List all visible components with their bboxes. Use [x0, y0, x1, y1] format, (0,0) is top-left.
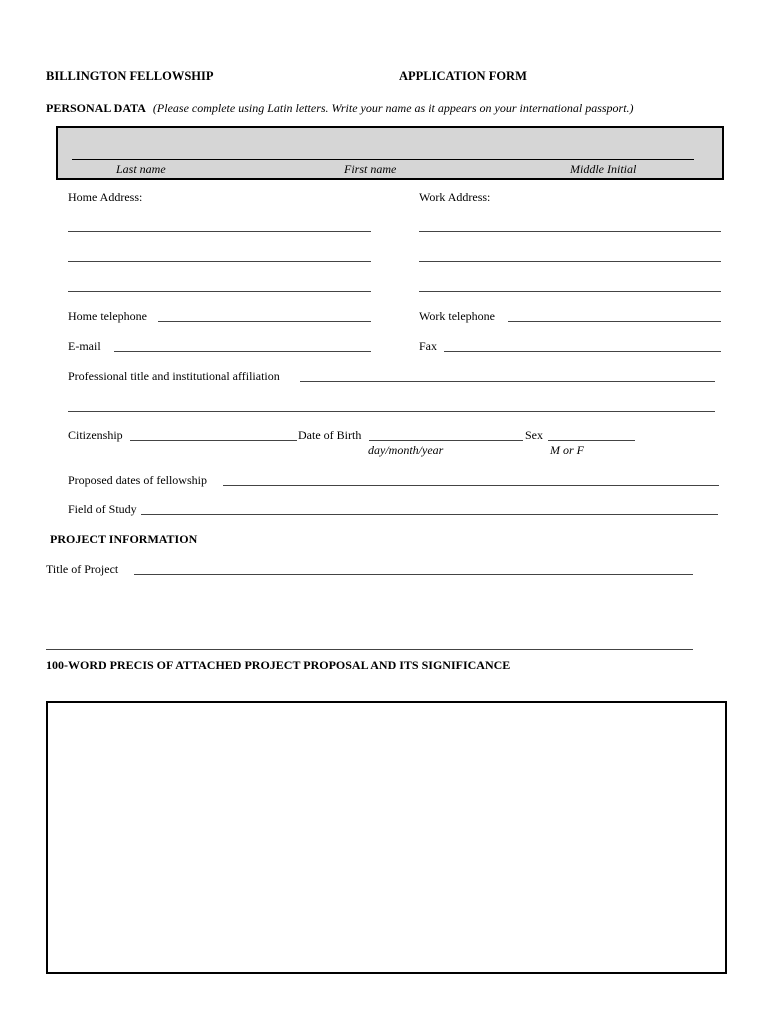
home-address-line-1[interactable] [68, 231, 371, 232]
citizenship-field[interactable] [130, 440, 297, 441]
dob-format-hint: day/month/year [368, 443, 444, 457]
proposed-dates-label: Proposed dates of fellowship [68, 473, 207, 487]
work-address-line-2[interactable] [419, 261, 721, 262]
project-title-label: Title of Project [46, 562, 119, 576]
first-name-label: First name [344, 162, 397, 176]
work-telephone-label: Work telephone [419, 309, 496, 323]
home-address-label: Home Address: [68, 190, 143, 204]
sex-format-hint: M or F [550, 443, 584, 457]
precis-heading: 100-WORD PRECIS OF ATTACHED PROJECT PROPOSAL AND ITS SIGNIFICANCE [46, 658, 511, 672]
personal-data-heading: PERSONAL DATA [46, 101, 146, 115]
middle-initial-label: Middle Initial [570, 162, 637, 176]
project-title-field-line-2[interactable] [46, 649, 693, 650]
affiliation-field-line-2[interactable] [68, 411, 715, 412]
home-address-line-3[interactable] [68, 291, 371, 292]
personal-data-header [46, 101, 634, 116]
sex-label: Sex [525, 428, 543, 442]
work-telephone-field[interactable] [508, 321, 721, 322]
fellowship-title: BILLINGTON FELLOWSHIP [46, 69, 214, 83]
home-address-line-2[interactable] [68, 261, 371, 262]
affiliation-field[interactable] [300, 381, 715, 382]
precis-textarea[interactable] [46, 701, 727, 974]
field-of-study-label: Field of Study [68, 502, 137, 516]
home-telephone-label: Home telephone [68, 309, 147, 323]
work-address-line-1[interactable] [419, 231, 721, 232]
fax-label: Fax [419, 339, 437, 353]
affiliation-label: Professional title and institutional affiliation [68, 369, 280, 383]
email-field[interactable] [114, 351, 371, 352]
sex-field[interactable] [548, 440, 635, 441]
work-address-label: Work Address: [419, 190, 491, 204]
personal-data-instruction: (Please complete using Latin letters. Write your name as it appears on your international passport.) [152, 101, 634, 115]
form-title: APPLICATION FORM [399, 69, 527, 83]
last-name-label: Last name [116, 162, 166, 176]
project-title-field[interactable] [134, 574, 693, 575]
date-of-birth-label: Date of Birth [298, 428, 362, 442]
email-label: E-mail [68, 339, 101, 353]
citizenship-label: Citizenship [68, 428, 123, 442]
name-field-line[interactable] [72, 159, 694, 160]
project-information-heading: PROJECT INFORMATION [50, 532, 198, 546]
proposed-dates-field[interactable] [223, 485, 719, 486]
field-of-study-field[interactable] [141, 514, 718, 515]
date-of-birth-field[interactable] [369, 440, 523, 441]
fax-field[interactable] [444, 351, 721, 352]
work-address-line-3[interactable] [419, 291, 721, 292]
home-telephone-field[interactable] [158, 321, 371, 322]
